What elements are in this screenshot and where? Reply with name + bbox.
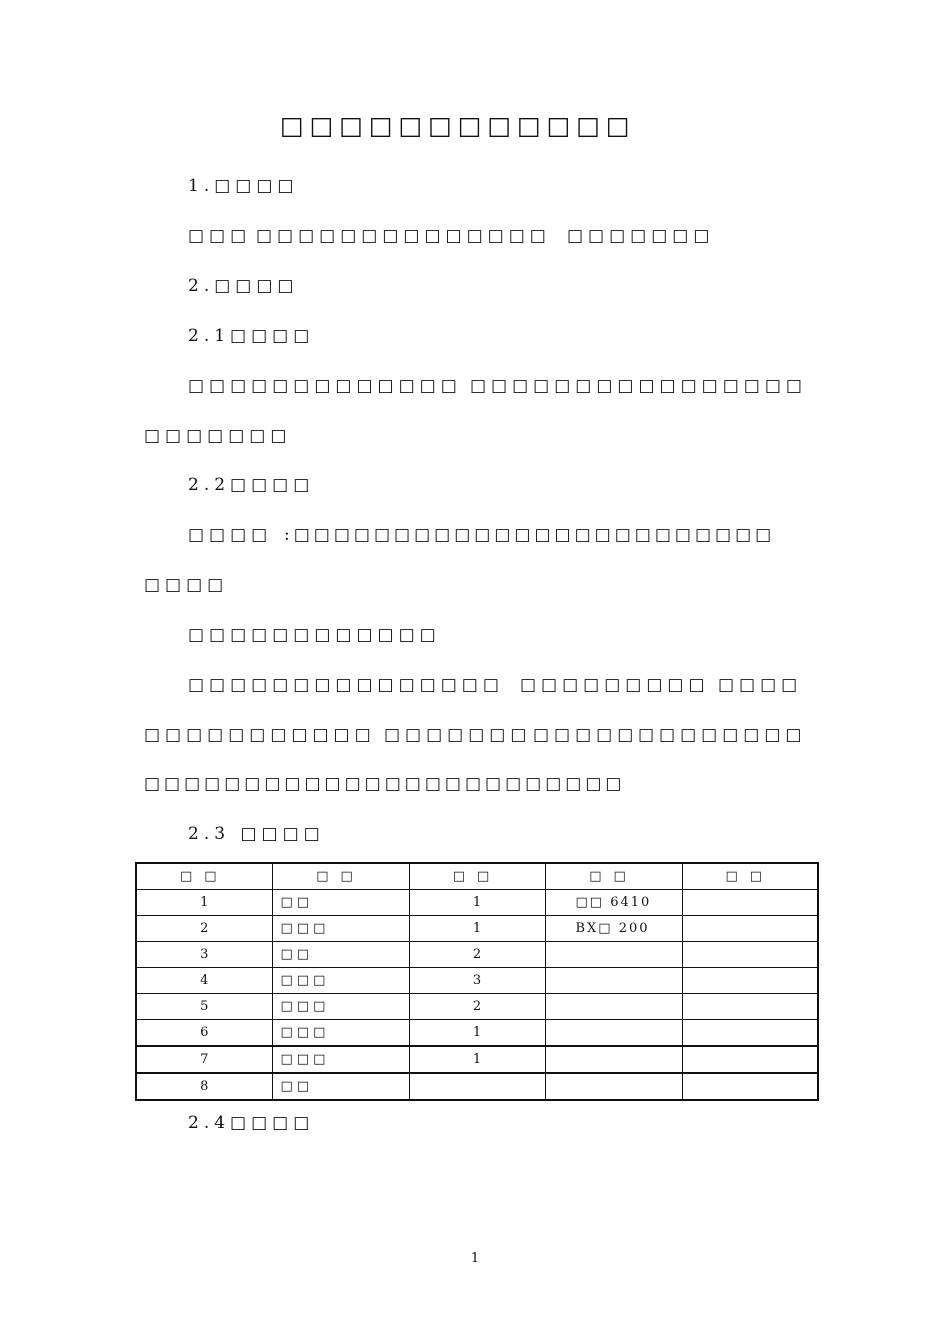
- section-2-2-heading: 2.2□□□□: [188, 475, 315, 495]
- cell-note: [682, 916, 818, 942]
- cell-qty: 1: [409, 1046, 545, 1073]
- cell-name: □□□: [272, 916, 409, 942]
- section-2-1-heading: 2.1□□□□: [188, 326, 315, 346]
- cell-qty: 1: [409, 890, 545, 916]
- cell-qty: 1: [409, 916, 545, 942]
- table-row: [136, 942, 818, 968]
- table-row: [136, 1073, 818, 1100]
- cell-note: [682, 1073, 818, 1100]
- cell-spec: [545, 1073, 682, 1100]
- cell-spec: [545, 1020, 682, 1047]
- header-no: □□: [136, 863, 272, 890]
- table-row: [136, 968, 818, 994]
- paragraph-6-part-d: □□□□□□□□: [638, 725, 807, 745]
- cell-name: □□□: [272, 1020, 409, 1047]
- cell-spec: □□ 6410: [545, 890, 682, 916]
- table-row: [136, 916, 818, 942]
- paragraph-6-part-b: □□□□□□□: [384, 725, 532, 745]
- cell-no: 2: [136, 916, 272, 942]
- table-row: [136, 994, 818, 1020]
- cell-spec: [545, 942, 682, 968]
- cell-spec: BX□ 200: [545, 916, 682, 942]
- header-spec: □□: [545, 863, 682, 890]
- paragraph-3-part-a: □□□□: [188, 525, 273, 545]
- table-header-row: [136, 863, 818, 890]
- paragraph-1-part-c: □□□□□□□: [567, 226, 715, 246]
- cell-note: [682, 1020, 818, 1047]
- paragraph-5-part-c: □□□□: [718, 675, 803, 695]
- paragraph-2-part-a: □□□□□□□□□□□□□: [188, 376, 462, 396]
- cell-note: [682, 1046, 818, 1073]
- cell-name: □□□: [272, 1046, 409, 1073]
- header-note: □□: [682, 863, 818, 890]
- paragraph-5-part-b: □□□□□□□□□: [520, 675, 710, 695]
- cell-note: [682, 890, 818, 916]
- cell-no: 6: [136, 1020, 272, 1047]
- paragraph-7: □□□□□□□□□□□□□□□□□□□□□□□□: [144, 774, 626, 794]
- cell-note: [682, 994, 818, 1020]
- cell-name: □□: [272, 890, 409, 916]
- cell-name: □□□: [272, 994, 409, 1020]
- cell-name: □□: [272, 1073, 409, 1100]
- cell-no: 1: [136, 890, 272, 916]
- cell-qty: 1: [409, 1020, 545, 1047]
- section-2-heading: 2.□□□□: [188, 276, 299, 296]
- paragraph-4: □□□□□□□□□□□□: [188, 625, 441, 645]
- table-row: [136, 1020, 818, 1047]
- cell-qty: 3: [409, 968, 545, 994]
- equipment-table: [135, 862, 819, 1101]
- paragraph-2-part-b: □□□□□□□□□□□□□□□□: [470, 376, 807, 396]
- paragraph-3-part-b: :□□□□□□□□□□□□□□□□□□□□□□□□: [284, 525, 776, 545]
- cell-spec: [545, 1046, 682, 1073]
- paragraph-2-part-c: □□□□□□□: [144, 426, 292, 446]
- paragraph-6-part-a: □□□□□□□□□□□: [144, 725, 376, 745]
- paragraph-6-part-c: □□□□□: [533, 725, 639, 745]
- cell-no: 4: [136, 968, 272, 994]
- cell-note: [682, 968, 818, 994]
- section-2-4-heading: 2.4□□□□: [188, 1113, 315, 1133]
- cell-no: 5: [136, 994, 272, 1020]
- paragraph-1-part-b: □□□□□□□□□□□□□□: [256, 226, 551, 246]
- page-number: 1: [470, 1251, 480, 1266]
- cell-qty: 2: [409, 942, 545, 968]
- document-title: □□□□□□□□□□□□: [280, 111, 636, 140]
- cell-qty: 2: [409, 994, 545, 1020]
- cell-name: □□: [272, 942, 409, 968]
- cell-note: [682, 942, 818, 968]
- cell-no: 7: [136, 1046, 272, 1073]
- section-1-heading: 1.□□□□: [188, 176, 299, 196]
- section-2-3-heading: 2.3 □□□□: [188, 824, 325, 844]
- table-row: [136, 890, 818, 916]
- paragraph-1-part-a: □□□: [188, 226, 252, 246]
- cell-name: □□□: [272, 968, 409, 994]
- paragraph-5-part-a: □□□□□□□□□□□□□□□: [188, 675, 504, 695]
- cell-no: 8: [136, 1073, 272, 1100]
- header-qty: □□: [409, 863, 545, 890]
- header-name: □□: [272, 863, 409, 890]
- cell-spec: [545, 994, 682, 1020]
- table-row: [136, 1046, 818, 1073]
- cell-no: 3: [136, 942, 272, 968]
- paragraph-3-part-c: □□□□: [144, 575, 229, 595]
- cell-spec: [545, 968, 682, 994]
- cell-qty: [409, 1073, 545, 1100]
